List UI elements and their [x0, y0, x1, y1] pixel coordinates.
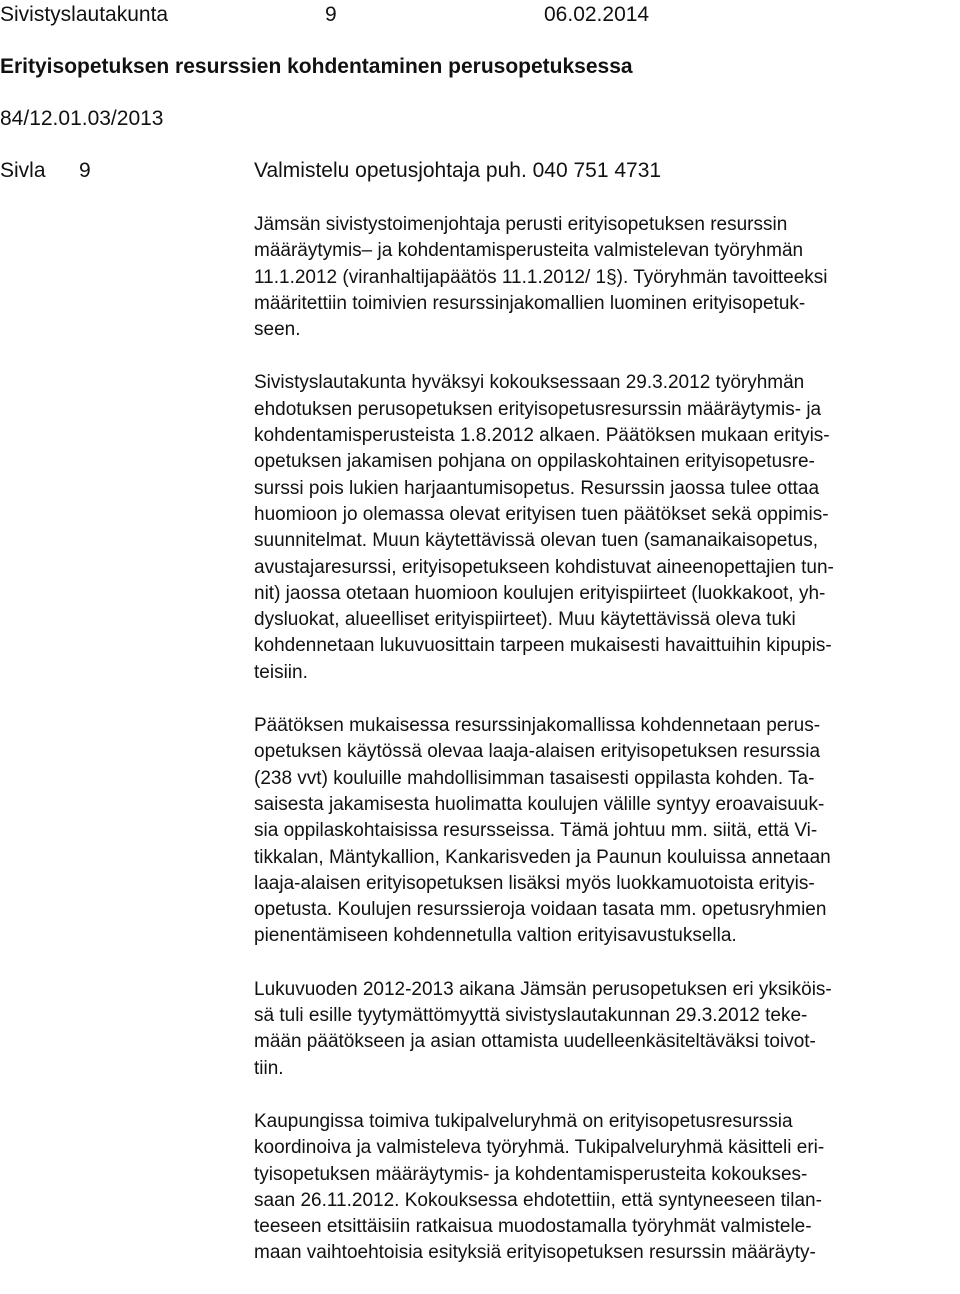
committee-name: Sivistyslautakunta	[0, 3, 169, 26]
reference-label: Sivla	[0, 159, 46, 182]
text-line: kohdentamisperusteista 1.8.2012 alkaen. Päätöksen mukaan erityis-	[254, 425, 830, 447]
text-line: saan 26.11.2012. Kokouksessa ehdotettiin, että syntyneeseen tilan-	[254, 1189, 822, 1211]
text-line: saisesta jakamisesta huolimatta koulujen välille syntyy eroavaisuuk-	[254, 793, 825, 815]
reference-number: 9	[79, 159, 91, 182]
section-number: 9	[325, 3, 337, 26]
paragraph	[254, 370, 954, 686]
text-line: suunnitelmat. Muun käytettävissä olevan tuen (samanaikaisopetus,	[254, 530, 818, 552]
text-line: seen.	[254, 319, 301, 341]
paragraph	[254, 212, 954, 343]
body-text	[254, 212, 954, 1294]
text-line: huomioon jo olemassa olevat erityisen tuen päätökset sekä oppimis-	[254, 503, 829, 525]
text-line: ehdotuksen perusopetuksen erityisopetusresurssin määräytymis- ja	[254, 398, 822, 420]
text-line: tiin.	[254, 1057, 284, 1079]
text-line: määritettiin toimivien resurssinjakomallien luominen erityisopetuk-	[254, 292, 806, 314]
text-line: Lukuvuoden 2012-2013 aikana Jämsän perusopetuksen eri yksiköis-	[254, 978, 832, 1000]
text-line: opetusta. Koulujen resurssieroja voidaan tasata mm. opetusryhmien	[254, 899, 827, 921]
meeting-date: 06.02.2014	[544, 3, 650, 26]
text-line: opetuksen jakamisen pohjana on oppilaskohtainen erityisopetusre-	[254, 451, 815, 473]
text-line: Kaupungissa toimiva tukipalveluryhmä on erityisopetusresurssia	[254, 1110, 793, 1132]
text-line: dysluokat, alueelliset erityispiirteet). Muu käytettävissä oleva tuki	[254, 609, 796, 631]
text-line: tikkalan, Mäntykallion, Kankarisveden ja Paunun kouluissa annetaan	[254, 846, 831, 868]
text-line: määräytymis– ja kohdentamisperusteita valmistelevan työryhmän	[254, 240, 804, 262]
text-line: laaja-alaisen erityisopetuksen lisäksi myös luokkamuotoista erityis-	[254, 872, 815, 894]
paragraph	[254, 1109, 954, 1267]
paragraph	[254, 977, 954, 1082]
text-line: surssi pois lukien harjaantumisopetus. Resurssin jaossa tulee ottaa	[254, 477, 820, 499]
text-line: tyisopetuksen määräytymis- ja kohdentamisperusteita kokoukses-	[254, 1163, 808, 1185]
text-line: (238 vvt) kouluille mahdollisimman tasaisesti oppilasta kohden. Ta-	[254, 767, 815, 789]
text-line: sia oppilaskohtaisissa resursseissa. Tämä johtuu mm. siitä, että Vi-	[254, 820, 818, 842]
text-line: sä tuli esille tyytymättömyyttä sivistyslautakunnan 29.3.2012 teke-	[254, 1005, 808, 1027]
text-line: Jämsän sivistystoimenjohtaja perusti erityisopetuksen resurssin	[254, 214, 788, 235]
text-line: mään päätökseen ja asian ottamista uudelleenkäsiteltäväksi toivot-	[254, 1031, 816, 1053]
text-line: koordinoiva ja valmisteleva työryhmä. Tukipalveluryhmä käsitteli eri-	[254, 1137, 825, 1159]
text-line: teeseen etsittäisiin ratkaisua muodostamalla työryhmät valmistele-	[254, 1216, 812, 1238]
paragraph	[254, 713, 954, 950]
text-line: opetuksen käytössä olevaa laaja-alaisen erityisopetuksen resurssia	[254, 741, 821, 763]
text-line: teisiin.	[254, 661, 308, 683]
text-line: Sivistyslautakunta hyväksyi kokouksessaan 29.3.2012 työryhmän	[254, 372, 805, 394]
text-line: avustajaresurssi, erityisopetukseen kohdistuvat aineenopettajien tun-	[254, 556, 834, 578]
text-line: pienentämiseen kohdennetulla valtion erityisavustuksella.	[254, 925, 737, 947]
text-line: maan vaihtoehtoisia esityksiä erityisopetuksen resurssin määräyty-	[254, 1242, 816, 1264]
text-line: 11.1.2012 (viranhaltijapäätös 11.1.2012/ 1§). Työryhmän tavoitteeksi	[254, 266, 828, 288]
preparer-line: Valmistelu opetusjohtaja puh. 040 751 4731	[254, 159, 662, 182]
document-title: Erityisopetuksen resurssien kohdentaminen perusopetuksessa	[0, 55, 633, 78]
case-number: 84/12.01.03/2013	[0, 107, 164, 130]
text-line: kohdennetaan lukuvuosittain tarpeen mukaisesti havaittuihin kipupis-	[254, 635, 832, 657]
text-line: nit) jaossa otetaan huomioon koulujen erityispiirteet (luokkakoot, yh-	[254, 582, 826, 604]
text-line: Päätöksen mukaisessa resurssinjakomallissa kohdennetaan perus-	[254, 715, 821, 737]
